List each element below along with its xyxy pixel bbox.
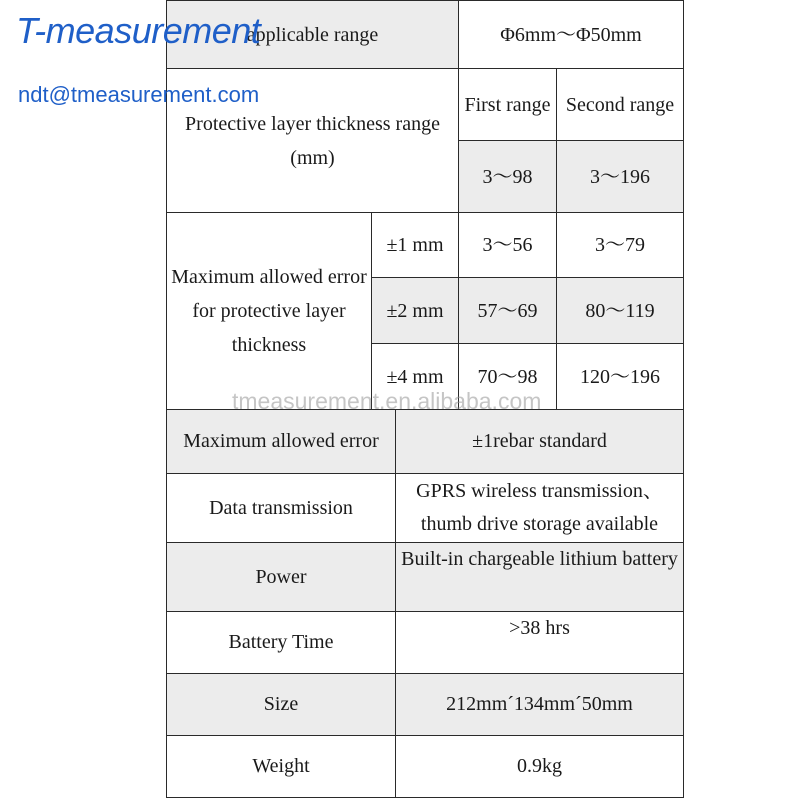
brand-logo: T-measurement bbox=[16, 10, 261, 51]
second-range-cell: 120～196 bbox=[557, 344, 684, 410]
spec-label: Data transmission bbox=[167, 474, 396, 543]
spec-label: Maximum allowed error bbox=[167, 410, 396, 474]
spec-value: Built-in chargeable lithium battery bbox=[396, 543, 684, 612]
spec-table bbox=[166, 409, 684, 798]
spec-value: >38 hrs bbox=[396, 612, 684, 674]
second-range-header: Second range bbox=[557, 69, 684, 141]
spec-label: Weight bbox=[167, 736, 396, 798]
applicable-range-value: Φ6mm～Φ50mm bbox=[459, 1, 684, 69]
tolerance-cell: ±4 mm bbox=[372, 344, 459, 410]
spec-label: Power bbox=[167, 543, 396, 612]
spec-label: Battery Time bbox=[167, 612, 396, 674]
range-table bbox=[166, 0, 684, 410]
max-error-thickness-label: Maximum allowed error for protective layer thickness bbox=[167, 213, 372, 410]
protective-thickness-label: Protective layer thickness range (mm) bbox=[167, 69, 459, 213]
first-range-cell: 70～98 bbox=[459, 344, 557, 410]
contact-email: ndt@tmeasurement.com bbox=[18, 82, 260, 107]
tolerance-cell: ±2 mm bbox=[372, 278, 459, 344]
spec-value: GPRS wireless transmission、thumb drive storage available bbox=[396, 474, 684, 543]
watermark: tmeasurement.en.alibaba.com bbox=[232, 388, 542, 414]
spec-value: ±1rebar standard bbox=[396, 410, 684, 474]
spec-label: Size bbox=[167, 674, 396, 736]
applicable-range-label: applicable range bbox=[167, 1, 459, 69]
first-range-value: 3～98 bbox=[459, 141, 557, 213]
second-range-cell: 80～119 bbox=[557, 278, 684, 344]
tolerance-cell: ±1 mm bbox=[372, 213, 459, 278]
first-range-cell: 57～69 bbox=[459, 278, 557, 344]
first-range-cell: 3～56 bbox=[459, 213, 557, 278]
second-range-value: 3～196 bbox=[557, 141, 684, 213]
first-range-header: First range bbox=[459, 69, 557, 141]
second-range-cell: 3～79 bbox=[557, 213, 684, 278]
spec-value: 212mm´134mm´50mm bbox=[396, 674, 684, 736]
spec-value: 0.9kg bbox=[396, 736, 684, 798]
